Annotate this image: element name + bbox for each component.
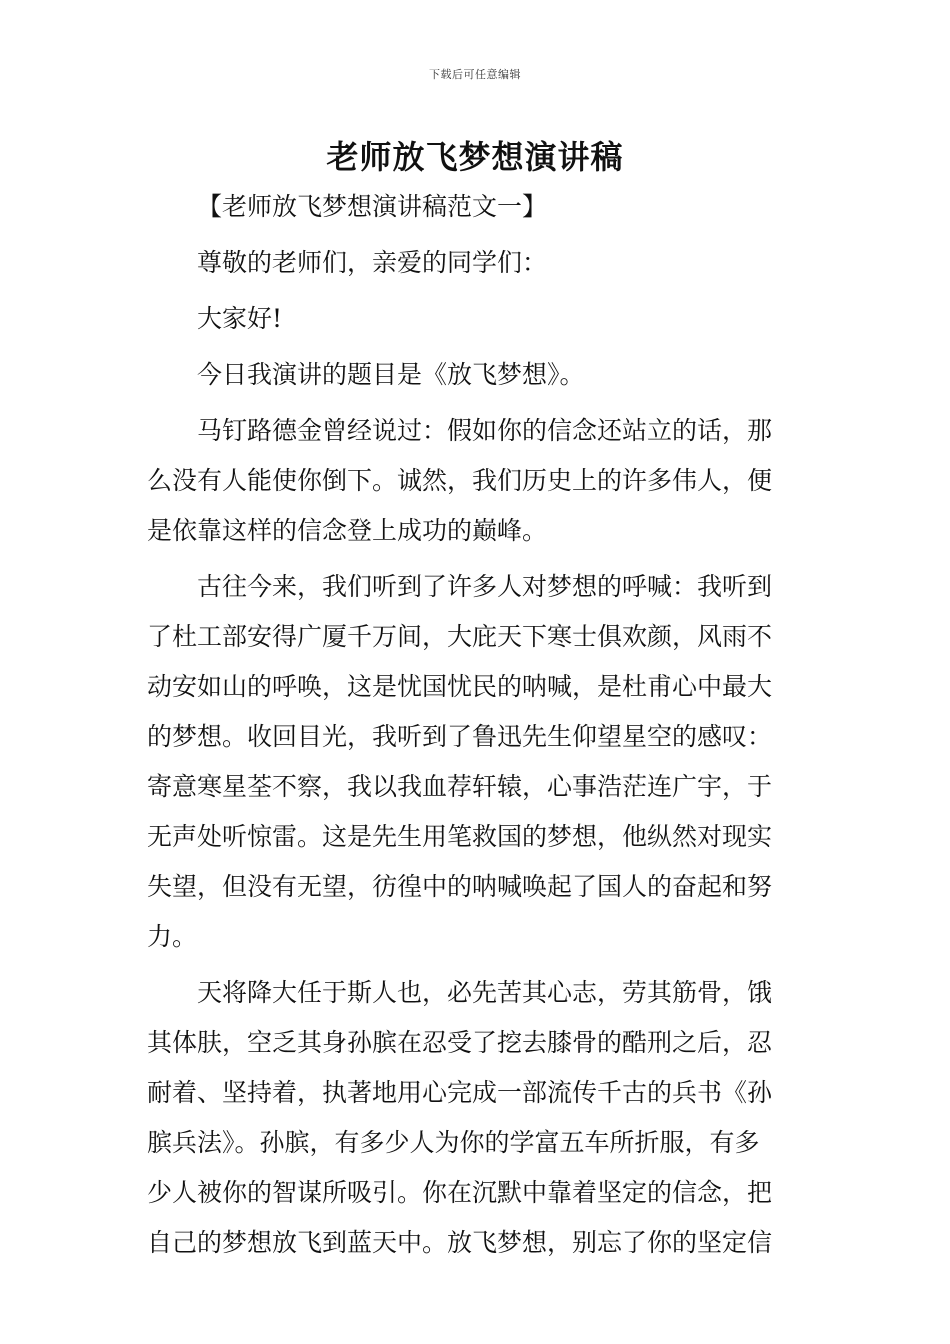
paragraph-line: 动安如山的呼唤，这是忧国忧民的呐喊，是杜甫心中最大: [147, 672, 773, 701]
paragraph-line: 膑兵法》。孙膑，有多少人为你的学富五车所折服，有多: [147, 1128, 760, 1157]
section-heading: 【老师放飞梦想演讲稿范文一】: [197, 192, 548, 221]
paragraph-line: 失望，但没有无望，彷徨中的呐喊唤起了国人的奋起和努: [147, 872, 773, 901]
paragraph-line: 马钉路德金曾经说过：假如你的信念还站立的话，那: [197, 416, 773, 445]
paragraph-line: 了杜工部安得广厦千万间，大庇天下寒士俱欢颜，风雨不: [147, 622, 773, 651]
hello-line: 大家好!: [197, 304, 283, 333]
paragraph-line: 寄意寒星荃不察，我以我血荐轩辕，心事浩茫连广宇，于: [147, 772, 773, 801]
paragraph-line: 力。: [147, 922, 198, 951]
paragraph-line: 自己的梦想放飞到蓝天中。放飞梦想，别忘了你的坚定信: [147, 1228, 773, 1257]
document-body: [147, 182, 807, 1268]
paragraph-line: 少人被你的智谋所吸引。你在沉默中靠着坚定的信念，把: [147, 1178, 773, 1207]
topic-line: 今日我演讲的题目是《放飞梦想》。: [197, 360, 585, 389]
paragraph-line: 无声处听惊雷。这是先生用笔救国的梦想，他纵然对现实: [147, 822, 773, 851]
page-header-note: 下载后可任意编辑: [429, 68, 521, 81]
paragraph-line: 古往今来，我们听到了许多人对梦想的呼喊：我听到: [197, 572, 773, 601]
paragraph-3: [147, 968, 807, 1268]
paragraph-line: 其体肤，空乏其身孙膑在忍受了挖去膝骨的酷刑之后，忍: [147, 1028, 773, 1057]
document-title: 老师放飞梦想演讲稿: [326, 138, 624, 176]
paragraph-2: [147, 562, 807, 962]
greeting-line: 尊敬的老师们，亲爱的同学们：: [197, 248, 548, 277]
paragraph-1: [147, 406, 807, 556]
paragraph-line: 么没有人能使你倒下。诚然，我们历史上的许多伟人，便: [147, 466, 773, 495]
paragraph-line: 天将降大任于斯人也，必先苦其心志，劳其筋骨，饿: [197, 978, 773, 1007]
paragraph-line: 耐着、坚持着，执著地用心完成一部流传千古的兵书《孙: [147, 1078, 773, 1107]
paragraph-line: 的梦想。收回目光，我听到了鲁迅先生仰望星空的感叹：: [147, 722, 773, 751]
paragraph-line: 是依靠这样的信念登上成功的巅峰。: [147, 516, 548, 545]
